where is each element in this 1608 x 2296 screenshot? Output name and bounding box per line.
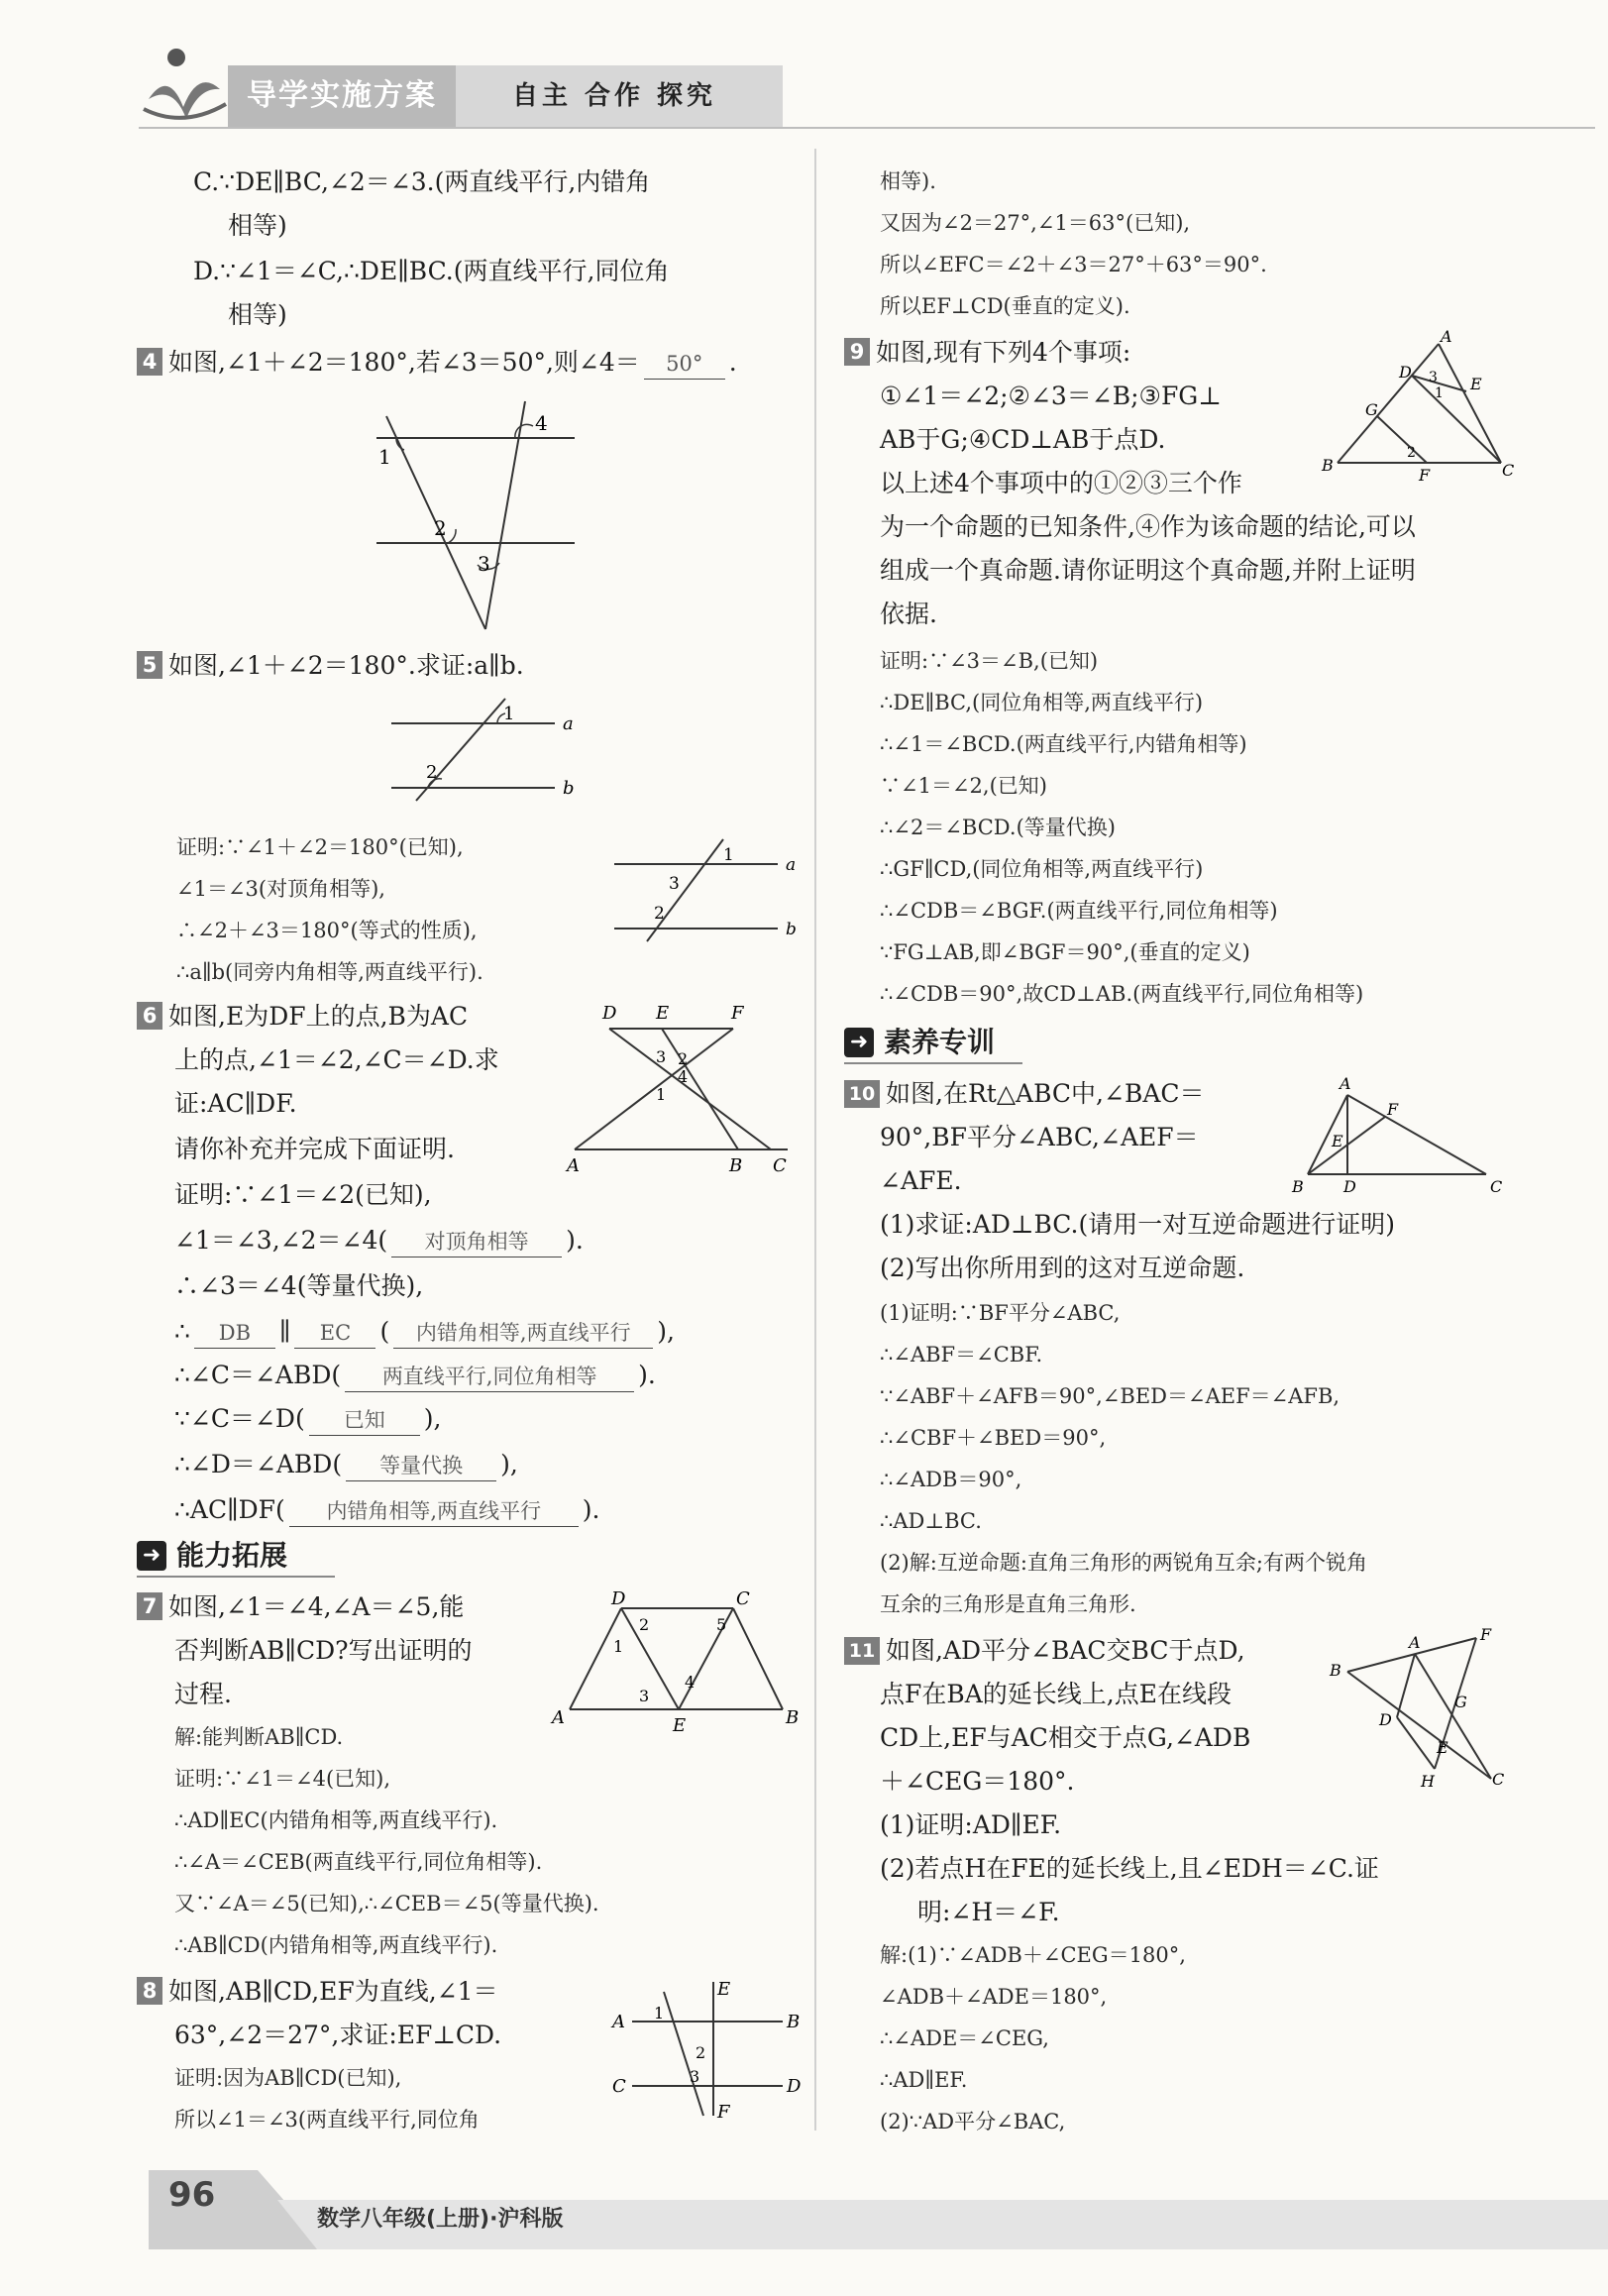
- q11-label-G: G: [1454, 1693, 1467, 1711]
- q9-proof-7: ∴∠CDB＝∠BGF.(两直线平行,同位角相等): [880, 899, 1278, 923]
- q9-label-3: 3: [1429, 370, 1438, 385]
- footer-book-title: 数学八年级(上册)·沪科版: [317, 2207, 564, 2232]
- q11-sol-5: (2)∵AD平分∠BAC,: [880, 2110, 1066, 2133]
- q5-proof-line-3: ∴∠2＋∠3＝180°(等式的性质),: [176, 919, 478, 942]
- q7-sol-3: ∴AD∥EC(内错角相等,两直线平行).: [174, 1808, 498, 1832]
- q6-label-E: E: [656, 1003, 670, 1024]
- q4-label-2: 2: [434, 516, 447, 540]
- q9-label-1: 1: [1435, 385, 1444, 401]
- q6-answer-5: 两直线平行,同位角相等: [345, 1362, 634, 1392]
- q7-label-A: A: [552, 1707, 565, 1728]
- column-divider: [814, 149, 816, 2131]
- q4-label-4: 4: [535, 411, 548, 435]
- q6-label-B: B: [729, 1155, 743, 1176]
- header-rule: [139, 127, 1595, 129]
- q6-l10b: ),: [423, 1404, 442, 1433]
- q6-l8b: ),: [657, 1317, 675, 1346]
- q8-stem-line-2: 63°,∠2＝27°,求证:EF⊥CD.: [174, 2021, 502, 2049]
- q10-label-A: A: [1340, 1074, 1351, 1093]
- q5-label-1: 1: [503, 704, 515, 724]
- q4-figure: [367, 396, 585, 644]
- q9-line-gf: [1377, 416, 1427, 463]
- q5-proof-figure: [609, 834, 807, 943]
- q5-number: 5: [137, 651, 162, 679]
- q11-part-2: (2)若点H在FE的延长线上,且∠EDH＝∠C.证: [880, 1854, 1379, 1883]
- q5p-label-a: a: [786, 855, 797, 875]
- q3-option-c: C.∵DE∥BC,∠2＝∠3.(两直线平行,内错角: [193, 167, 651, 196]
- q8-label-F: F: [717, 2102, 730, 2123]
- q5-proof-line-2: ∠1＝∠3(对顶角相等),: [176, 877, 385, 901]
- q11-label-H: H: [1421, 1772, 1435, 1791]
- q6-stem-line-5: 证明:∵∠1＝∠2(已知),: [174, 1180, 432, 1209]
- q9-number: 9: [844, 338, 870, 366]
- q6-l9b: ).: [638, 1361, 656, 1389]
- q7-sol-1: 解:能判断AB∥CD.: [174, 1725, 344, 1749]
- q5p-transversal: [647, 839, 723, 941]
- q3-option-c-cont: 相等): [228, 211, 287, 240]
- q9-proof-4: ∵∠1＝∠2,(已知): [880, 774, 1047, 798]
- q6-answer-3: EC: [294, 1318, 375, 1349]
- q10-sol-5: ∴∠ADB＝90°,: [880, 1468, 1022, 1491]
- q11-part-1: (1)证明:AD∥EF.: [880, 1810, 1062, 1839]
- q6-line-7: ∴∠3＝∠4(等量代换),: [174, 1271, 424, 1300]
- q10-label-E: E: [1332, 1132, 1343, 1150]
- q11-label-D: D: [1379, 1710, 1392, 1729]
- q6-stem-line-3: 证:AC∥DF.: [174, 1089, 297, 1118]
- q6-label-1: 1: [656, 1085, 667, 1104]
- section-ability-title: 能力拓展: [176, 1539, 288, 1572]
- q8-text-1: 如图,AB∥CD,EF为直线,∠1＝: [168, 1977, 498, 2006]
- q6-answer-7: 等量代换: [346, 1451, 496, 1481]
- q10-sol-1: (1)证明:∵BF平分∠ABC,: [880, 1301, 1121, 1325]
- q8-label-3: 3: [690, 2067, 700, 2086]
- q6-line-9: [174, 1354, 656, 1397]
- q8-proof-3: 相等).: [880, 169, 936, 193]
- q8-proof-2: 所以∠1＝∠3(两直线平行,同位角: [174, 2108, 480, 2132]
- q6-l10a: ∵∠C＝∠D(: [174, 1404, 305, 1433]
- q6-answer-6: 已知: [309, 1405, 420, 1436]
- q11-figure: [1328, 1625, 1506, 1791]
- q4-number: 4: [137, 348, 162, 376]
- q6-line-12: [174, 1488, 599, 1532]
- section-literacy-rule: [844, 1062, 1022, 1064]
- q9-proof-6: ∴GF∥CD,(同位角相等,两直线平行): [880, 857, 1204, 881]
- q9-label-F: F: [1419, 466, 1431, 485]
- q9-proof-3: ∴∠1＝∠BCD.(两直线平行,内错角相等): [880, 732, 1247, 756]
- q9-label-G: G: [1365, 400, 1378, 419]
- q10-line-ac: [1347, 1095, 1486, 1174]
- q6-answer-8: 内错角相等,两直线平行: [289, 1496, 579, 1527]
- q9-line-ba: [1338, 344, 1439, 463]
- q10-sol-7: (2)解:互逆命题:直角三角形的两锐角互余;有两个锐角: [880, 1551, 1367, 1575]
- q6-line-11: [174, 1443, 518, 1486]
- q6-stem-line-2: 上的点,∠1＝∠2,∠C＝∠D.求: [174, 1045, 499, 1074]
- q5-proof-line-4: ∴a∥b(同旁内角相等,两直线平行).: [176, 960, 483, 984]
- q10-sol-6: ∴AD⊥BC.: [880, 1509, 982, 1533]
- q11-label-C: C: [1492, 1770, 1505, 1789]
- book-logo-icon: [139, 30, 228, 129]
- q4-angle-4-arc: [515, 424, 533, 438]
- q7-label-D: D: [611, 1588, 626, 1609]
- q7-sol-4: ∴∠A＝∠CEB(两直线平行,同位角相等).: [174, 1850, 543, 1874]
- q9-stem-line-4: 以上述4个事项中的①②③三个作: [880, 469, 1242, 497]
- q9-stem-line-1: [844, 331, 1130, 375]
- q6-line-8: ∴ DB ∥ EC ( 内错角相等,两直线平行 ),: [174, 1310, 675, 1354]
- q11-line-bc: [1347, 1672, 1491, 1779]
- q5p-label-1: 1: [723, 845, 734, 865]
- q8-label-B: B: [787, 2012, 801, 2032]
- q9-line-ac: [1439, 344, 1501, 463]
- q6-label-F: F: [731, 1003, 744, 1024]
- q8-label-2: 2: [696, 2043, 706, 2062]
- q10-label-B: B: [1292, 1177, 1304, 1196]
- q4-answer: 50°: [644, 349, 725, 380]
- q8-label-1: 1: [654, 2004, 665, 2023]
- q4-angle-2-arc: [448, 529, 456, 543]
- q8-figure: [604, 1977, 803, 2126]
- q6-stem-line-1: [137, 995, 468, 1039]
- q9-proof-8: ∵FG⊥AB,即∠BGF＝90°,(垂直的定义): [880, 940, 1250, 964]
- q5-figure: [386, 694, 585, 803]
- page-number: 96: [168, 2175, 216, 2215]
- q4-stem: [137, 341, 737, 384]
- q11-stem-line-4: ＋∠CEG＝180°.: [880, 1767, 1075, 1796]
- q6-l11a: ∴∠D＝∠ABD(: [174, 1450, 343, 1478]
- q8-label-C: C: [612, 2076, 626, 2097]
- q11-text-1: 如图,AD平分∠BAC交BC于点D,: [886, 1636, 1245, 1665]
- q7-line-cb: [733, 1608, 783, 1709]
- q11-line-ac: [1415, 1654, 1491, 1779]
- q6-label-D: D: [602, 1003, 617, 1024]
- q6-line-eb: [662, 1029, 738, 1149]
- q9-proof-2: ∴DE∥BC,(同位角相等,两直线平行): [880, 691, 1204, 714]
- q6-l12a: ∴AC∥DF(: [174, 1495, 285, 1524]
- q9-label-2: 2: [1407, 445, 1416, 461]
- q8-label-A: A: [612, 2012, 625, 2032]
- q5-text: 如图,∠1＋∠2＝180°.求证:a∥b.: [168, 651, 524, 680]
- q5-proof-line-1: 证明:∵∠1＋∠2＝180°(已知),: [176, 835, 464, 859]
- q6-l11b: ),: [500, 1450, 518, 1478]
- q6-stem-line-4: 请你补充并完成下面证明.: [174, 1135, 455, 1163]
- q6-label-2: 2: [678, 1049, 689, 1068]
- q4-label-3: 3: [478, 552, 490, 576]
- q4-transversal-2: [485, 401, 525, 629]
- q7-sol-5: 又∵∠A＝∠5(已知),∴∠CEB＝∠5(等量代换).: [174, 1892, 599, 1915]
- q7-label-5: 5: [716, 1615, 727, 1634]
- q6-l8a: ∴: [174, 1317, 190, 1346]
- q6-answer-2: DB: [194, 1318, 275, 1349]
- header-subtitle: 自主 合作 探究: [511, 81, 717, 111]
- q8-proof-5: 所以∠EFC＝∠2＋∠3＝27°＋63°＝90°.: [880, 253, 1267, 276]
- q11-sol-4: ∴AD∥EF.: [880, 2068, 968, 2092]
- q7-label-E: E: [673, 1715, 687, 1736]
- q5-label-2: 2: [426, 762, 438, 783]
- q11-label-F: F: [1480, 1625, 1492, 1644]
- q10-number: 10: [844, 1080, 880, 1108]
- q8-proof-6: 所以EF⊥CD(垂直的定义).: [880, 294, 1130, 318]
- q6-l6b: ).: [566, 1226, 584, 1255]
- q6-label-A: A: [567, 1155, 580, 1176]
- q6-number: 6: [137, 1002, 162, 1030]
- q11-stem-line-2: 点F在BA的延长线上,点E在线段: [880, 1680, 1232, 1708]
- footer-band: [0, 2160, 1608, 2259]
- q7-label-B: B: [786, 1707, 800, 1728]
- header-title: 导学实施方案: [228, 65, 456, 127]
- q9-label-A: A: [1441, 327, 1452, 346]
- q9-proof-9: ∴∠CDB＝90°,故CD⊥AB.(两直线平行,同位角相等): [880, 982, 1364, 1006]
- q11-line-dh: [1397, 1717, 1435, 1769]
- q8-label-D: D: [787, 2076, 802, 2097]
- q10-stem-line-1: [844, 1072, 1205, 1116]
- section-literacy-title: 素养专训: [884, 1026, 996, 1058]
- q4-text: 如图,∠1＋∠2＝180°,若∠3＝50°,则∠4＝: [168, 348, 640, 377]
- q7-label-2: 2: [639, 1615, 650, 1634]
- q9-stem-line-3: AB于G;④CD⊥AB于点D.: [880, 425, 1166, 454]
- q8-stem-line-1: [137, 1970, 498, 2014]
- q6-line-dc: [609, 1029, 771, 1149]
- q8-number: 8: [137, 1977, 162, 2005]
- q6-label-4: 4: [678, 1067, 689, 1086]
- q7-sol-2: 证明:∵∠1＝∠4(已知),: [174, 1767, 391, 1791]
- q9-proof-5: ∴∠2＝∠BCD.(等量代换): [880, 816, 1116, 839]
- q7-line-de: [621, 1608, 679, 1709]
- q5-label-a: a: [563, 713, 574, 734]
- q9-text-1: 如图,现有下列4个事项:: [876, 338, 1131, 367]
- q5-label-b: b: [563, 778, 575, 799]
- q3-option-d-cont: 相等): [228, 300, 287, 329]
- q9-label-C: C: [1502, 461, 1515, 480]
- q7-stem-line-2: 否判断AB∥CD?写出证明的: [174, 1636, 473, 1665]
- q11-sol-1: 解:(1)∵∠ADB＋∠CEG＝180°,: [880, 1943, 1186, 1967]
- q7-text-1: 如图,∠1＝∠4,∠A＝∠5,能: [168, 1592, 465, 1621]
- q10-stem-line-5: (2)写出你所用到的这对互逆命题.: [880, 1254, 1245, 1282]
- q9-label-E: E: [1470, 375, 1482, 393]
- section-arrow-icon: ➜: [844, 1028, 874, 1057]
- q10-sol-4: ∴∠CBF＋∠BED＝90°,: [880, 1426, 1107, 1450]
- q10-text-1: 如图,在Rt△ABC中,∠BAC＝: [886, 1079, 1205, 1108]
- q6-l12b: ).: [582, 1495, 600, 1524]
- q11-number: 11: [844, 1637, 880, 1665]
- q8-proof-1: 证明:因为AB∥CD(已知),: [174, 2066, 402, 2090]
- q7-figure: [550, 1590, 798, 1739]
- q10-stem-line-3: ∠AFE.: [880, 1166, 962, 1195]
- q5-stem: [137, 644, 524, 688]
- q4-label-1: 1: [378, 445, 391, 469]
- q10-stem-line-2: 90°,BF平分∠ABC,∠AEF＝: [880, 1123, 1199, 1151]
- q5p-label-2: 2: [654, 904, 665, 924]
- q7-label-4: 4: [685, 1673, 696, 1692]
- q7-label-1: 1: [613, 1637, 624, 1656]
- q11-label-A: A: [1409, 1633, 1421, 1652]
- q11-label-E: E: [1437, 1738, 1448, 1757]
- q6-l9a: ∴∠C＝∠ABD(: [174, 1361, 342, 1389]
- q9-label-B: B: [1322, 456, 1334, 475]
- q9-stem-line-5: 为一个命题的已知条件,④作为该命题的结论,可以: [880, 512, 1416, 541]
- q6-answer-4: 内错角相等,两直线平行: [393, 1318, 653, 1349]
- q7-sol-6: ∴AB∥CD(内错角相等,两直线平行).: [174, 1933, 498, 1957]
- q7-line-ad: [570, 1608, 624, 1709]
- section-ability: [137, 1534, 287, 1578]
- q5p-label-b: b: [786, 920, 797, 939]
- q10-sol-8: 互余的三角形是直角三角形.: [880, 1592, 1136, 1616]
- q5p-label-3: 3: [669, 874, 680, 894]
- q10-figure: [1288, 1075, 1506, 1204]
- q4-tail: .: [728, 348, 737, 377]
- q3-option-d: D.∵∠1＝∠C,∴DE∥BC.(两直线平行,同位角: [193, 257, 670, 285]
- q7-label-C: C: [736, 1588, 750, 1609]
- q10-stem-line-4: (1)求证:AD⊥BC.(请用一对互逆命题进行证明): [880, 1210, 1395, 1239]
- section-literacy: [844, 1021, 995, 1064]
- q11-sol-3: ∴∠ADE＝∠CEG,: [880, 2026, 1049, 2050]
- q9-stem-line-6: 组成一个真命题.请你证明这个真命题,并附上证明: [880, 556, 1416, 585]
- q10-sol-3: ∵∠ABF＋∠AFB＝90°,∠BED＝∠AEF＝∠AFB,: [880, 1384, 1340, 1408]
- q9-figure: [1318, 327, 1515, 485]
- q9-stem-line-7: 依据.: [880, 600, 937, 628]
- q8-label-E: E: [717, 1979, 731, 2000]
- section-ability-rule: [137, 1576, 335, 1578]
- q10-sol-2: ∴∠ABF＝∠CBF.: [880, 1343, 1043, 1367]
- q7-stem-line-1: [137, 1585, 464, 1629]
- q6-l6a: ∠1＝∠3,∠2＝∠4(: [174, 1226, 388, 1255]
- q6-figure: [565, 1001, 803, 1176]
- page-header: [0, 0, 1608, 129]
- q9-proof-1: 证明:∵∠3＝∠B,(已知): [880, 649, 1099, 673]
- q11-line-ad: [1397, 1654, 1415, 1717]
- q7-stem-line-3: 过程.: [174, 1680, 232, 1708]
- q10-label-D: D: [1343, 1177, 1356, 1196]
- q6-text-1: 如图,E为DF上的点,B为AC: [168, 1002, 469, 1031]
- q11-sol-2: ∠ADB＋∠ADE＝180°,: [880, 1985, 1108, 2009]
- q6-line-fa: [575, 1029, 733, 1149]
- section-arrow-icon: ➜: [137, 1541, 166, 1571]
- q11-stem-line-3: CD上,EF与AC相交于点G,∠ADB: [880, 1723, 1251, 1752]
- q11-part-2-cont: 明:∠H＝∠F.: [917, 1898, 1060, 1926]
- q6-label-C: C: [773, 1155, 787, 1176]
- q6-line-10: [174, 1397, 441, 1441]
- q6-l8mid: ∥: [278, 1317, 291, 1346]
- q9-label-D: D: [1399, 363, 1412, 382]
- q11-label-B: B: [1330, 1661, 1341, 1680]
- q6-line-6: [174, 1219, 584, 1262]
- q10-label-C: C: [1490, 1177, 1503, 1196]
- q11-stem-line-1: [844, 1629, 1245, 1673]
- q8-proof-4: 又因为∠2＝27°,∠1＝63°(已知),: [880, 211, 1191, 235]
- q6-answer-1: 对顶角相等: [391, 1227, 562, 1257]
- q10-label-F: F: [1387, 1100, 1399, 1119]
- q6-label-3: 3: [656, 1047, 667, 1066]
- q9-stem-line-2: ①∠1＝∠2;②∠3＝∠B;③FG⊥: [880, 382, 1222, 410]
- q7-label-3: 3: [639, 1687, 650, 1705]
- q7-number: 7: [137, 1592, 162, 1620]
